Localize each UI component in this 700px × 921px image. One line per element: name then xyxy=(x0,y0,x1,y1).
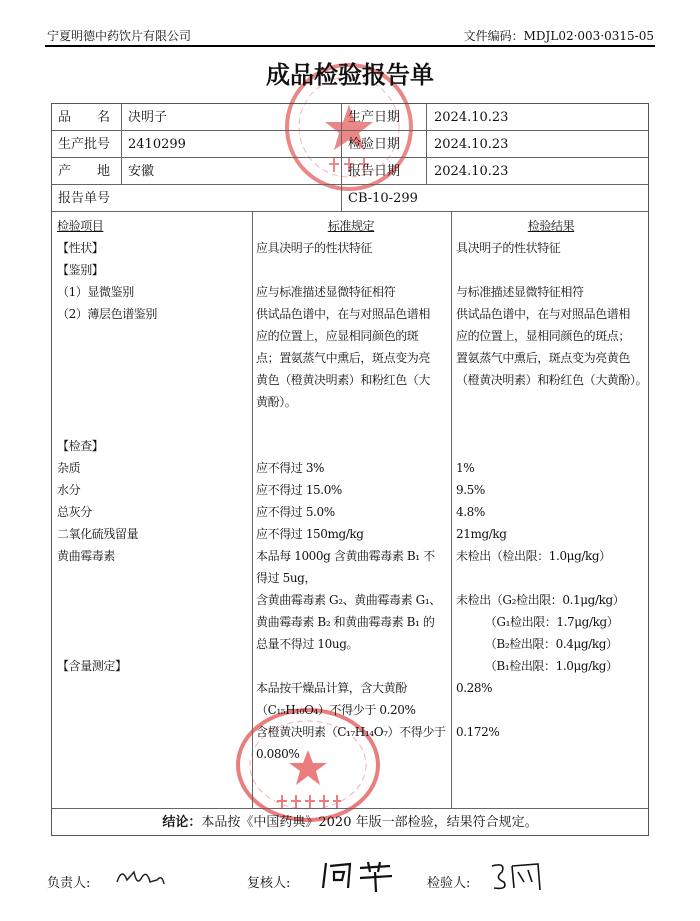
standard-line xyxy=(256,435,448,457)
test-date: 2024.10.23 xyxy=(434,137,509,152)
result-line: 0.172% xyxy=(456,725,500,739)
origin-label: 产 地 xyxy=(58,164,111,179)
item-line: （1）显微鉴别 xyxy=(57,285,134,299)
item-line xyxy=(57,611,157,633)
standard-line: 得过 5ug， xyxy=(256,571,317,585)
item-line xyxy=(57,567,157,589)
conclusion-text: 本品按《中国药典》2020 年版一部检验，结果符合规定。 xyxy=(201,815,538,830)
standard-line: 0.080% xyxy=(256,747,300,761)
result-line: （B₁检出限：1.0μg/kg） xyxy=(456,659,618,673)
responsible-label: 负责人: xyxy=(47,876,91,891)
standard-line: 应不得过 5.0% xyxy=(256,505,335,519)
document-code: 文件编码：MDJL02·003·0315-05 xyxy=(463,29,654,43)
result-line: （G₁检出限：1.7μg/kg） xyxy=(456,615,619,629)
result-line: 21mg/kg xyxy=(456,527,507,541)
reviewer-label: 复核人: xyxy=(247,876,291,891)
company-name: 宁夏明德中药饮片有限公司 xyxy=(47,29,192,43)
result-line: 具决明子的性状特征 xyxy=(456,241,561,255)
result-line: 1% xyxy=(456,461,475,475)
item-line: 二氧化硫残留量 xyxy=(57,527,139,541)
result-line: 未检出（G₂检出限：0.1μg/kg） xyxy=(456,593,625,607)
standard-header: 标准规定 xyxy=(327,219,375,233)
report-date: 2024.10.23 xyxy=(434,164,509,179)
result-line xyxy=(456,391,647,413)
conclusion xyxy=(52,809,648,836)
result-line xyxy=(456,435,647,457)
item-line xyxy=(57,633,157,655)
test-date-label: 检验日期 xyxy=(348,137,401,152)
result-line: 未检出（检出限：1.0μg/kg） xyxy=(456,549,611,563)
standard-line: 黄酚）。 xyxy=(256,395,297,409)
item-line: 【含量测定】 xyxy=(57,659,127,673)
standard-line: 供试品色谱中，在与对照品色谱相 xyxy=(256,307,431,321)
item-line xyxy=(57,347,157,369)
result-header: 检验结果 xyxy=(527,219,575,233)
result-line: 供试品色谱中，在与对照品色谱相 xyxy=(456,307,631,321)
standard-line xyxy=(256,655,448,677)
product-name: 决明子 xyxy=(128,110,168,125)
batch-number: 2410299 xyxy=(128,137,186,152)
result-line: 9.5% xyxy=(456,483,485,497)
result-line xyxy=(456,567,647,589)
item-line xyxy=(57,325,157,347)
standard-line: 应的位置上，应显相同颜色的斑 xyxy=(256,329,419,343)
result-line: （B₂检出限：0.4μg/kg） xyxy=(456,637,618,651)
result-line: （橙黄决明素）和粉红色（大黄酚）。 xyxy=(456,373,648,387)
item-line: 黄曲霉毒素 xyxy=(57,549,116,563)
standard-line: 应不得过 15.0% xyxy=(256,483,342,497)
item-line: 【性状】 xyxy=(57,241,104,255)
standard-line: 应与标准描述显微特征相符 xyxy=(256,285,396,299)
standard-line: 黄曲霉毒素 B₂ 和黄曲霉毒素 B₁ 的 xyxy=(256,615,435,629)
page-title: 成品检验报告单 xyxy=(266,61,434,89)
standard-line: 应不得过 3% xyxy=(256,461,325,475)
result-line xyxy=(456,413,647,435)
reviewer-signature xyxy=(320,858,395,894)
item-line xyxy=(57,413,157,435)
production-date-label: 生产日期 xyxy=(348,110,401,125)
inspector-label: 检验人: xyxy=(427,876,471,891)
standard-line: 点；置氨蒸气中熏后，斑点变为亮 xyxy=(256,351,431,365)
result-line: 0.28% xyxy=(456,681,493,695)
standard-line xyxy=(256,259,448,281)
standards-column xyxy=(256,215,448,765)
report-number: CB-10-299 xyxy=(348,191,418,206)
item-line xyxy=(57,391,157,413)
standard-line: （C₁₅H₁₀O₄）不得少于 0.20% xyxy=(256,703,416,717)
item-line: （2）薄层色谱鉴别 xyxy=(57,307,158,321)
standard-line: 总量不得过 10ug。 xyxy=(256,637,359,651)
item-header: 检验项目 xyxy=(57,219,104,233)
item-line: 杂质 xyxy=(57,461,81,475)
conclusion-label: 结论： xyxy=(162,815,202,830)
report-number-label: 报告单号 xyxy=(58,191,111,206)
item-line: 水分 xyxy=(57,483,81,497)
batch-label: 生产批号 xyxy=(58,137,111,152)
standard-line: 应不得过 150mg/kg xyxy=(256,527,364,541)
origin: 安徽 xyxy=(128,164,155,179)
responsible-signature xyxy=(112,862,172,892)
result-line: 4.8% xyxy=(456,505,485,519)
item-line: 【鉴别】 xyxy=(57,263,104,277)
results-column xyxy=(456,215,647,743)
result-line: 应的位置上，显相同颜色的斑点； xyxy=(456,329,631,343)
standard-line: 本品每 1000g 含黄曲霉毒素 B₁ 不 xyxy=(256,549,435,563)
item-line xyxy=(57,369,157,391)
result-line xyxy=(456,259,647,281)
result-line xyxy=(456,699,647,721)
header-divider xyxy=(45,45,655,47)
result-line: 置氨蒸气中熏后，斑点变为亮黄色 xyxy=(456,351,631,365)
standard-line: 含橙黄决明素（C₁₇H₁₄O₇）不得少于 xyxy=(256,725,446,739)
standard-line: 含黄曲霉毒素 G₂、黄曲霉毒素 G₁、 xyxy=(256,593,441,607)
product-name-label: 品 名 xyxy=(58,110,111,125)
standard-line: 应具决明子的性状特征 xyxy=(256,241,373,255)
item-line: 【检查】 xyxy=(57,439,104,453)
item-line: 总灰分 xyxy=(57,505,92,519)
standard-line xyxy=(256,413,448,435)
inspector-signature xyxy=(488,858,548,894)
report-date-label: 报告日期 xyxy=(348,164,401,179)
standard-line: 本品按干燥品计算，含大黄酚 xyxy=(256,681,407,695)
production-date: 2024.10.23 xyxy=(434,110,509,125)
standard-line: 黄色（橙黄决明素）和粉红色（大 xyxy=(256,373,431,387)
items-column xyxy=(57,215,157,677)
result-line: 与标准描述显微特征相符 xyxy=(456,285,584,299)
item-line xyxy=(57,589,157,611)
